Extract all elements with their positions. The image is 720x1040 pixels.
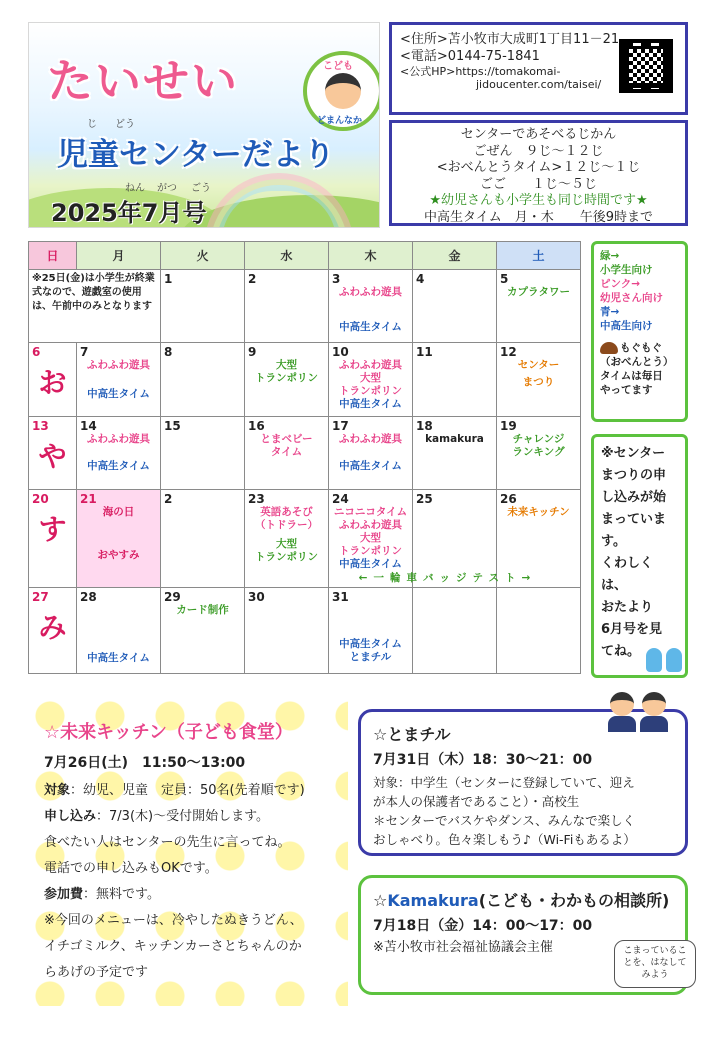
kamakura-star: ☆ (373, 891, 388, 910)
event-label: チャレンジ (512, 433, 565, 445)
festival-line: す。 (601, 534, 626, 549)
event-label: おやすみ (97, 549, 140, 561)
day-number: 7 (80, 345, 89, 359)
kitchen-target: ：幼児、児童 定員：50名(先着順です) (70, 783, 305, 798)
mirai-kitchen-box (30, 696, 348, 1006)
kitchen-time: 7月26日(土) 11:50～13:00 (44, 755, 246, 771)
festival-line: 6月号を見 (601, 622, 663, 637)
event-label: ふわふわ遊具 (87, 359, 150, 371)
legend-green-text: 小学生向け (600, 264, 653, 276)
date-ruby-nen: ねん (125, 183, 145, 194)
speech-bubble: こまっていることを、はなしてみよう (614, 940, 696, 988)
hours-note: ★幼児さんも小学生も同じ時間です★ (429, 193, 648, 208)
event-label: ニコニコタイム (333, 506, 408, 518)
day-cell (161, 490, 245, 588)
legend-blue-label: 青→ (600, 306, 620, 318)
hours-morning: ごぜん ９じ～１２じ (473, 143, 604, 159)
event-label: 大型 (276, 359, 297, 371)
tomachiru-line: おしゃべり。色々楽しもう♪（Wi-Fiもあるよ） (373, 832, 636, 847)
day-number: 26 (500, 492, 517, 506)
day-number: 30 (248, 590, 265, 604)
rainbow-decoration (204, 173, 354, 228)
kitchen-menu: ※今回のメニューは、冷やしたぬきうどん、 (44, 913, 303, 928)
students-icon (604, 692, 674, 734)
kamakura-name: Kamakura (387, 891, 479, 910)
kitchen-fee: ：無料です。 (83, 887, 160, 902)
event-label: 中高生タイム (87, 652, 150, 664)
event-label: トランポリン (339, 385, 402, 397)
day-number: 3 (332, 272, 341, 286)
day-cell (245, 417, 329, 490)
day-number: 16 (248, 419, 265, 433)
day-number: 31 (332, 590, 349, 604)
day-number: 14 (80, 419, 97, 433)
day-cell (161, 588, 245, 674)
logo-bottom-text: どまんなか (317, 116, 363, 126)
event-label: まつり (522, 376, 555, 388)
day-cell (77, 343, 161, 417)
legend-yatte: やってます (600, 384, 653, 396)
day-number: 13 (32, 419, 49, 433)
day-cell (497, 270, 581, 343)
event-label: 大型 (360, 532, 381, 544)
day-number: 9 (248, 345, 257, 359)
kitchen-apply-label: 申し込み (44, 809, 97, 824)
kamakura-time: 7月18日（金）14：00～17：00 (373, 918, 593, 934)
opening-hours-box (389, 120, 688, 226)
day-number: 23 (248, 492, 265, 506)
legend-obento: （おべんとう） (600, 356, 674, 368)
day-cell (329, 270, 413, 343)
tomachiru-line: ＊センターでバスケやダンス、みんなで楽しく (373, 813, 636, 828)
day-cell (77, 588, 161, 674)
legend-pink-text: 幼児さん向け (600, 292, 663, 304)
mascot-icon (644, 644, 684, 674)
hours-lunch: <おべんとうタイム>１２じ～１じ (436, 160, 641, 175)
event-label: 中高生タイム (339, 321, 402, 333)
kitchen-target-label: 対象 (44, 783, 71, 798)
event-label: （トドラー） (255, 519, 318, 531)
legend-pink-label: ピンク→ (600, 278, 641, 290)
event-label: タイム (270, 446, 303, 458)
event-label: 海の日 (102, 506, 135, 518)
header-banner (28, 22, 380, 228)
qr-code-icon[interactable] (619, 39, 673, 93)
legend-timeline: タイムは毎日 (600, 370, 663, 382)
day-number: 5 (500, 272, 509, 286)
event-label: ふわふわ遊具 (339, 359, 402, 371)
event-label: トランポリン (255, 551, 318, 563)
newsletter-title: たいせい (47, 54, 239, 108)
day-number: 12 (500, 345, 517, 359)
issue-date: 2025年7月号 (51, 199, 207, 227)
homepage-link[interactable]: <公式HP>https://tomakomai- (400, 65, 561, 78)
day-number: 27 (32, 590, 49, 604)
event-label: とまベビー (260, 433, 313, 445)
weekday-sun: 日 (29, 242, 77, 270)
event-label: トランポリン (255, 372, 318, 384)
day-cell (329, 343, 413, 417)
day-cell (161, 270, 245, 343)
kamakura-host: ※苫小牧市社会福祉協議会主催 (373, 940, 553, 955)
day-number: 28 (80, 590, 97, 604)
event-label: 中高生タイム (339, 398, 402, 410)
day-number: 24 (332, 492, 349, 506)
weekday-wed: 水 (245, 242, 329, 270)
event-label: 未来キッチン (507, 506, 570, 518)
day-number: 6 (32, 345, 41, 359)
day-number: 8 (164, 345, 173, 359)
day-number: 2 (248, 272, 257, 286)
unicycle-badge-test-span: ←一輪車バッジテスト→ (358, 572, 537, 584)
event-label: とまチル (349, 651, 392, 663)
event-label: ふわふわ遊具 (339, 519, 402, 531)
event-label: ふわふわ遊具 (339, 433, 402, 445)
festival-notice-box (591, 434, 688, 678)
event-label: 英語あそび (260, 506, 313, 518)
sunday-cell (29, 588, 77, 674)
tomachiru-line: が本人の保護者であること）・高校生 (373, 794, 580, 809)
event-label: 中高生タイム (339, 638, 402, 650)
day-number: 11 (416, 345, 433, 359)
center-logo (303, 51, 380, 131)
kitchen-apply: ：7/3(木)～受付開始します。 (96, 809, 270, 824)
title-ruby-dou: どう (115, 119, 135, 130)
logo-top-text: こども (323, 61, 353, 72)
kitchen-menu: らあげの予定です (44, 965, 149, 980)
day-cell (329, 417, 413, 490)
phone: <電話>0144-75-1841 (400, 49, 540, 64)
kitchen-menu: イチゴミルク、キッチンカーさとちゃんのか (44, 939, 302, 954)
sunday-cell (29, 490, 77, 588)
day-cell (413, 417, 497, 490)
day-number: 4 (416, 272, 425, 286)
sunday-cell (29, 417, 77, 490)
day-cell (497, 588, 581, 674)
event-label: 中高生タイム (87, 460, 150, 472)
kitchen-line: 電話での申し込みもOKです。 (44, 861, 218, 876)
newsletter-subtitle: 児童センターだより (57, 137, 335, 173)
hours-heading: センターであそべるじかん (460, 127, 617, 142)
day-cell (161, 417, 245, 490)
event-label: ふわふわ遊具 (339, 286, 402, 298)
kitchen-fee-label: 参加費 (44, 887, 84, 902)
title-ruby-ji: じ (87, 119, 97, 130)
day-number: 25 (416, 492, 433, 506)
hours-afternoon: ごご １じ～５じ (479, 176, 597, 192)
address: <住所>苫小牧市大成町1丁目11－21 (400, 32, 620, 47)
weekday-fri: 金 (413, 242, 497, 270)
day-cell (77, 417, 161, 490)
day-number: 21 (80, 492, 97, 506)
closed-kana: す (38, 513, 67, 546)
event-label: ふわふわ遊具 (87, 433, 150, 445)
festival-line: まつりの申 (601, 468, 667, 483)
kitchen-title: ☆未来キッチン（子ども食堂） (44, 722, 293, 743)
event-label: 中高生タイム (339, 558, 402, 570)
event-label: カプラタワー (507, 286, 570, 298)
weekday-tue: 火 (161, 242, 245, 270)
weekday-mon: 月 (77, 242, 161, 270)
day-cell (161, 343, 245, 417)
day-cell (245, 588, 329, 674)
bento-icon (600, 342, 618, 354)
day-number: 15 (164, 419, 181, 433)
color-legend-box (591, 241, 688, 422)
tomachiru-time: 7月31日（木）18：30～21：00 (373, 752, 593, 768)
day-number: 20 (32, 492, 49, 506)
festival-line: し込みが始 (601, 490, 667, 505)
kamakura-subtitle: (こども・わかもの相談所) (478, 891, 670, 910)
day-number: 10 (332, 345, 349, 359)
day-number: 29 (164, 590, 181, 604)
legend-blue-text: 中高生向け (600, 320, 653, 332)
festival-line: ※センター (601, 446, 666, 461)
day-number: 18 (416, 419, 433, 433)
weekday-thu: 木 (329, 242, 413, 270)
weekday-sat: 土 (497, 242, 581, 270)
festival-line: おたより (601, 600, 654, 615)
kitchen-line: 食べたい人はセンターの先生に言ってね。 (44, 835, 291, 850)
day-cell (245, 343, 329, 417)
event-label: 中高生タイム (87, 388, 150, 400)
festival-line: てね。 (601, 644, 641, 659)
closed-kana: や (38, 440, 67, 473)
calendar-note: ※25日(金)は小学生が終業式なので、遊戯室の使用は、午前中のみとなります (29, 270, 161, 343)
event-label: センター (517, 359, 560, 371)
event-label: 大型 (360, 372, 381, 384)
day-cell (329, 588, 413, 674)
event-label: カード制作 (176, 604, 229, 616)
day-cell (413, 270, 497, 343)
hours-teen-time: 中高生タイム 月・木 午後9時まで (423, 209, 653, 225)
day-number: 1 (164, 272, 173, 286)
day-cell (245, 270, 329, 343)
day-number: 2 (164, 492, 173, 506)
homepage-link-cont[interactable]: jidoucenter.com/taisei/ (476, 78, 602, 91)
closed-kana: お (38, 366, 67, 399)
event-label: 中高生タイム (339, 460, 402, 472)
day-cell (413, 343, 497, 417)
festival-line: くわしくは、 (601, 556, 654, 593)
festival-line: まっていま (601, 512, 667, 527)
monthly-calendar (28, 241, 581, 674)
legend-green-label: 緑→ (600, 250, 620, 262)
day-number: 17 (332, 419, 349, 433)
logo-face-icon (325, 73, 361, 109)
event-label: ランキング (512, 446, 565, 458)
event-label: kamakura (425, 433, 484, 445)
holiday-cell (77, 490, 161, 588)
closed-kana: み (38, 611, 67, 644)
contact-info-box (389, 22, 688, 115)
tomachiru-title: ☆とまチル (373, 725, 451, 744)
date-ruby-gou: ごう (191, 183, 211, 194)
sunday-cell (29, 343, 77, 417)
legend-mogu: もぐもぐ (620, 342, 662, 354)
day-cell (497, 343, 581, 417)
day-number: 19 (500, 419, 517, 433)
date-ruby-gatsu: がつ (157, 183, 177, 194)
tomachiru-line: 対象：中学生（センターに登録していて、迎え (373, 775, 635, 790)
event-label: 大型 (276, 538, 297, 550)
day-cell (413, 588, 497, 674)
event-label: トランポリン (339, 545, 402, 557)
day-cell (497, 417, 581, 490)
